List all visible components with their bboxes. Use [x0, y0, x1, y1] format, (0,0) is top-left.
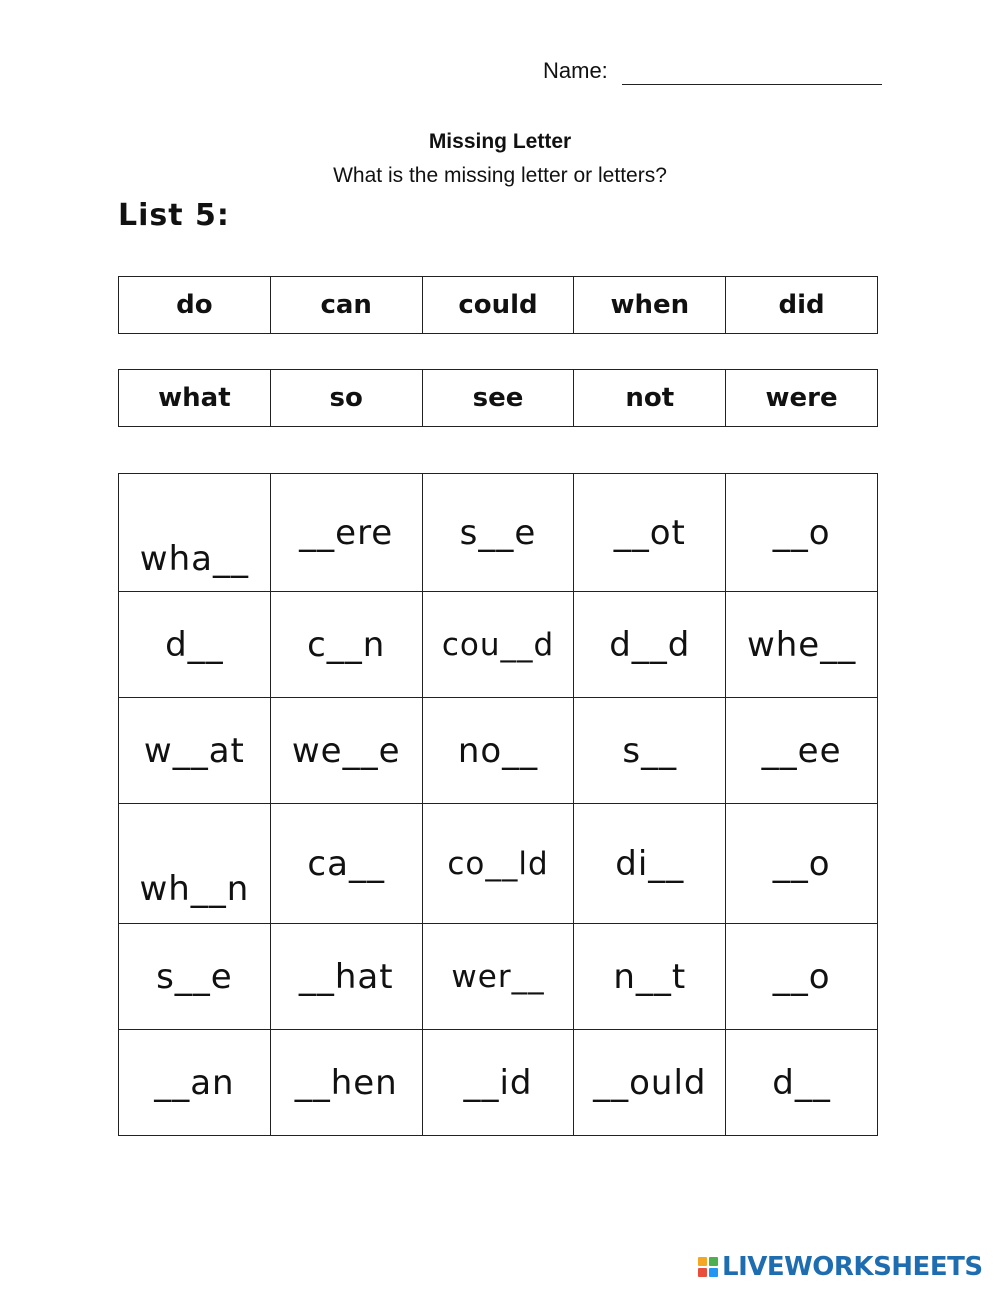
list-label: List 5:	[118, 198, 230, 233]
logo-block	[709, 1257, 718, 1266]
logo-block	[698, 1268, 707, 1277]
word-bank-cell: what	[119, 370, 271, 427]
puzzle-cell[interactable]: __hen	[270, 1030, 422, 1136]
puzzle-cell[interactable]: co__ld	[422, 804, 574, 924]
name-input-line[interactable]	[622, 84, 882, 85]
puzzle-cell[interactable]: __o	[726, 474, 878, 592]
puzzle-cell[interactable]: ca__	[270, 804, 422, 924]
puzzle-cell[interactable]: __o	[726, 804, 878, 924]
worksheet-instructions: What is the missing letter or letters?	[333, 164, 667, 187]
logo-block	[709, 1268, 718, 1277]
puzzle-cell[interactable]: wer__	[422, 924, 574, 1030]
puzzle-cell[interactable]: c__n	[270, 592, 422, 698]
word-bank-cell: were	[726, 370, 878, 427]
puzzle-cell[interactable]: whe__	[726, 592, 878, 698]
puzzle-cell[interactable]: d__	[119, 592, 271, 698]
puzzle-cell[interactable]: s__	[574, 698, 726, 804]
puzzle-cell[interactable]: __o	[726, 924, 878, 1030]
puzzle-cell[interactable]: d__	[726, 1030, 878, 1136]
puzzle-cell[interactable]: __ot	[574, 474, 726, 592]
puzzle-cell[interactable]: n__t	[574, 924, 726, 1030]
puzzle-cell[interactable]: cou__d	[422, 592, 574, 698]
puzzle-cell[interactable]: wha__	[119, 474, 271, 592]
puzzle-cell[interactable]: __an	[119, 1030, 271, 1136]
puzzle-cell[interactable]: __ould	[574, 1030, 726, 1136]
word-bank-row-1	[118, 276, 878, 334]
puzzle-cell[interactable]: s__e	[422, 474, 574, 592]
worksheet-title: Missing Letter	[428, 130, 572, 153]
puzzle-cell[interactable]: w__at	[119, 698, 271, 804]
puzzle-cell[interactable]: we__e	[270, 698, 422, 804]
word-bank-cell: when	[574, 277, 726, 334]
word-bank-cell: did	[726, 277, 878, 334]
word-bank-cell: see	[422, 370, 574, 427]
word-bank-cell: so	[270, 370, 422, 427]
word-bank-cell: can	[270, 277, 422, 334]
puzzle-cell[interactable]: wh__n	[119, 804, 271, 924]
word-bank-row-2	[118, 369, 878, 427]
logo-block	[698, 1257, 707, 1266]
puzzle-cell[interactable]: __ere	[270, 474, 422, 592]
logo-blocks-icon	[698, 1257, 718, 1277]
puzzle-cell[interactable]: di__	[574, 804, 726, 924]
missing-letter-grid	[118, 473, 878, 1136]
name-label: Name:	[543, 58, 608, 83]
puzzle-cell[interactable]: no__	[422, 698, 574, 804]
puzzle-cell[interactable]: d__d	[574, 592, 726, 698]
puzzle-cell[interactable]: __ee	[726, 698, 878, 804]
puzzle-cell[interactable]: s__e	[119, 924, 271, 1030]
puzzle-cell[interactable]: __hat	[270, 924, 422, 1030]
word-bank-cell: do	[119, 277, 271, 334]
logo-text: LIVEWORKSHEETS	[722, 1252, 983, 1282]
liveworksheets-logo	[698, 1252, 983, 1282]
word-bank-cell: could	[422, 277, 574, 334]
word-bank-cell: not	[574, 370, 726, 427]
puzzle-cell[interactable]: __id	[422, 1030, 574, 1136]
